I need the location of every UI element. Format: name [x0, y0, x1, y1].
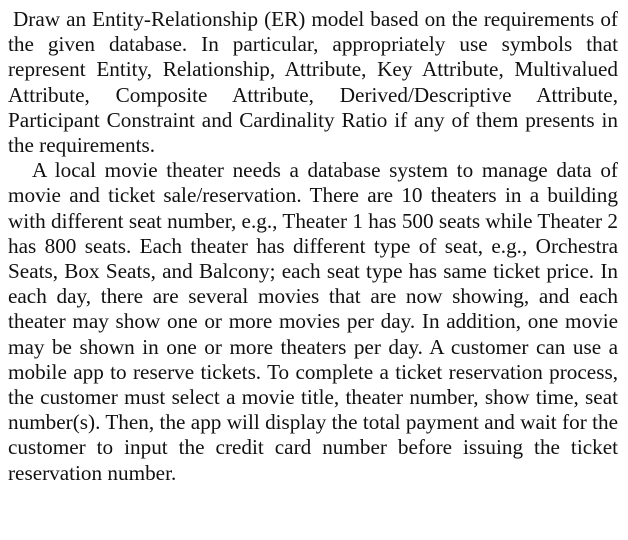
instructions-paragraph: Draw an Entity-Relationship (ER) model based on the requirements of the given database. In particular, appropriately use symbols that represent Entity, Relationship, Attribute, Key Attribute, Multivalued Attribute, Composite Attribute, Derived/Descriptive Attribute, Participant Constraint and Cardinality Ratio if any of them presents in the requirements.	[8, 7, 618, 158]
requirements-paragraph: A local movie theater needs a database system to manage data of movie and ticket sale/reservation. There are 10 theaters in a building with different seat number, e.g., Theater 1 has 500 seats while Theater 2 has 800 seats. Each theater has different type of seat, e.g., Orchestra Seats, Box Seats, and Balcony; each seat type has same ticket price. In each day, there are several movies that are now showing, and each theater may show one or more movies per day. In addition, one movie may be shown in one or more theaters per day. A customer can use a mobile app to reserve tickets. To complete a ticket reservation process, the customer must select a movie title, theater number, show time, seat number(s). Then, the app will display the total payment and wait for the customer to input the credit card number before issuing the ticket reservation number.	[8, 158, 618, 485]
